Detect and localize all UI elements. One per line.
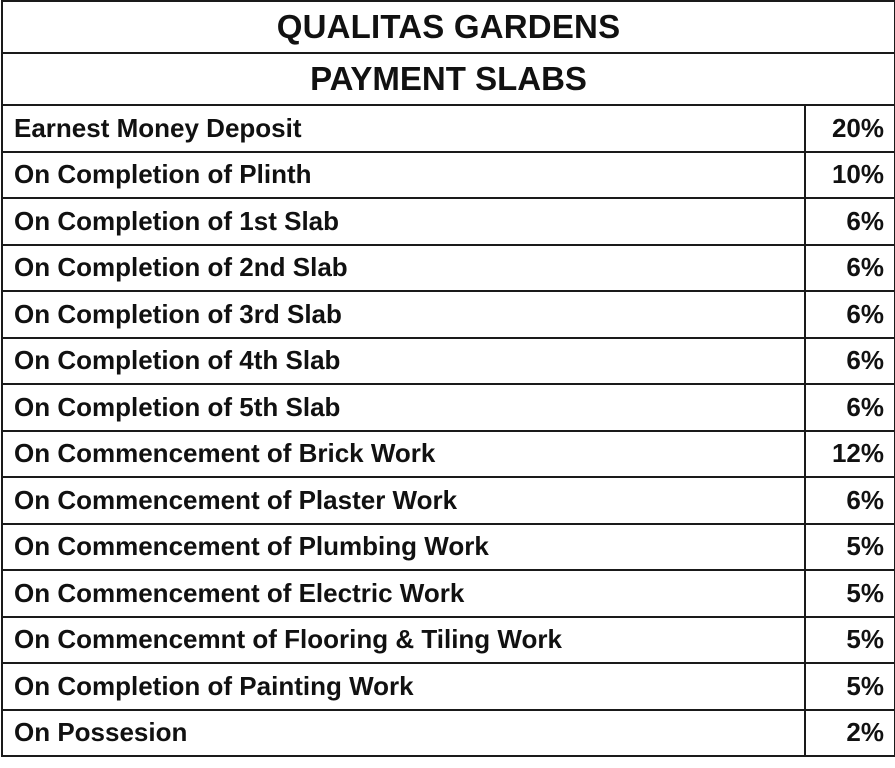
table-row	[2, 431, 895, 478]
stage-label: On Completion of 4th Slab	[2, 338, 805, 385]
stage-label: On Completion of 2nd Slab	[2, 245, 805, 292]
table-row	[2, 105, 895, 152]
stage-label: On Commencemnt of Flooring & Tiling Work	[2, 617, 805, 664]
stage-percent: 6%	[805, 291, 895, 338]
payment-slab-table	[1, 0, 895, 757]
table-row	[2, 710, 895, 757]
stage-percent: 5%	[805, 570, 895, 617]
stage-percent: 6%	[805, 245, 895, 292]
stage-percent: 20%	[805, 105, 895, 152]
stage-label: On Commencement of Electric Work	[2, 570, 805, 617]
stage-label: Earnest Money Deposit	[2, 105, 805, 152]
table-row	[2, 570, 895, 617]
stage-percent: 5%	[805, 524, 895, 571]
stage-percent: 10%	[805, 152, 895, 199]
table-row	[2, 663, 895, 710]
table-subtitle: PAYMENT SLABS	[2, 53, 895, 105]
stage-label: On Commencement of Plaster Work	[2, 477, 805, 524]
stage-label: On Possesion	[2, 710, 805, 757]
table-row	[2, 198, 895, 245]
subtitle-row	[2, 53, 895, 105]
table-row	[2, 477, 895, 524]
stage-label: On Completion of 5th Slab	[2, 384, 805, 431]
project-title: QUALITAS GARDENS	[2, 1, 895, 53]
table-row	[2, 291, 895, 338]
stage-percent: 2%	[805, 710, 895, 757]
stage-label: On Completion of 1st Slab	[2, 198, 805, 245]
title-row	[2, 1, 895, 53]
table-row	[2, 338, 895, 385]
stage-percent: 6%	[805, 384, 895, 431]
table-row	[2, 617, 895, 664]
stage-percent: 6%	[805, 477, 895, 524]
stage-percent: 6%	[805, 338, 895, 385]
stage-label: On Completion of Plinth	[2, 152, 805, 199]
stage-label: On Completion of Painting Work	[2, 663, 805, 710]
stage-percent: 5%	[805, 617, 895, 664]
table-row	[2, 245, 895, 292]
stage-percent: 5%	[805, 663, 895, 710]
stage-label: On Commencement of Brick Work	[2, 431, 805, 478]
table-row	[2, 524, 895, 571]
table-row	[2, 384, 895, 431]
stage-percent: 12%	[805, 431, 895, 478]
stage-label: On Completion of 3rd Slab	[2, 291, 805, 338]
table-row	[2, 152, 895, 199]
stage-label: On Commencement of Plumbing Work	[2, 524, 805, 571]
stage-percent: 6%	[805, 198, 895, 245]
payment-slab-table-body	[2, 1, 895, 756]
